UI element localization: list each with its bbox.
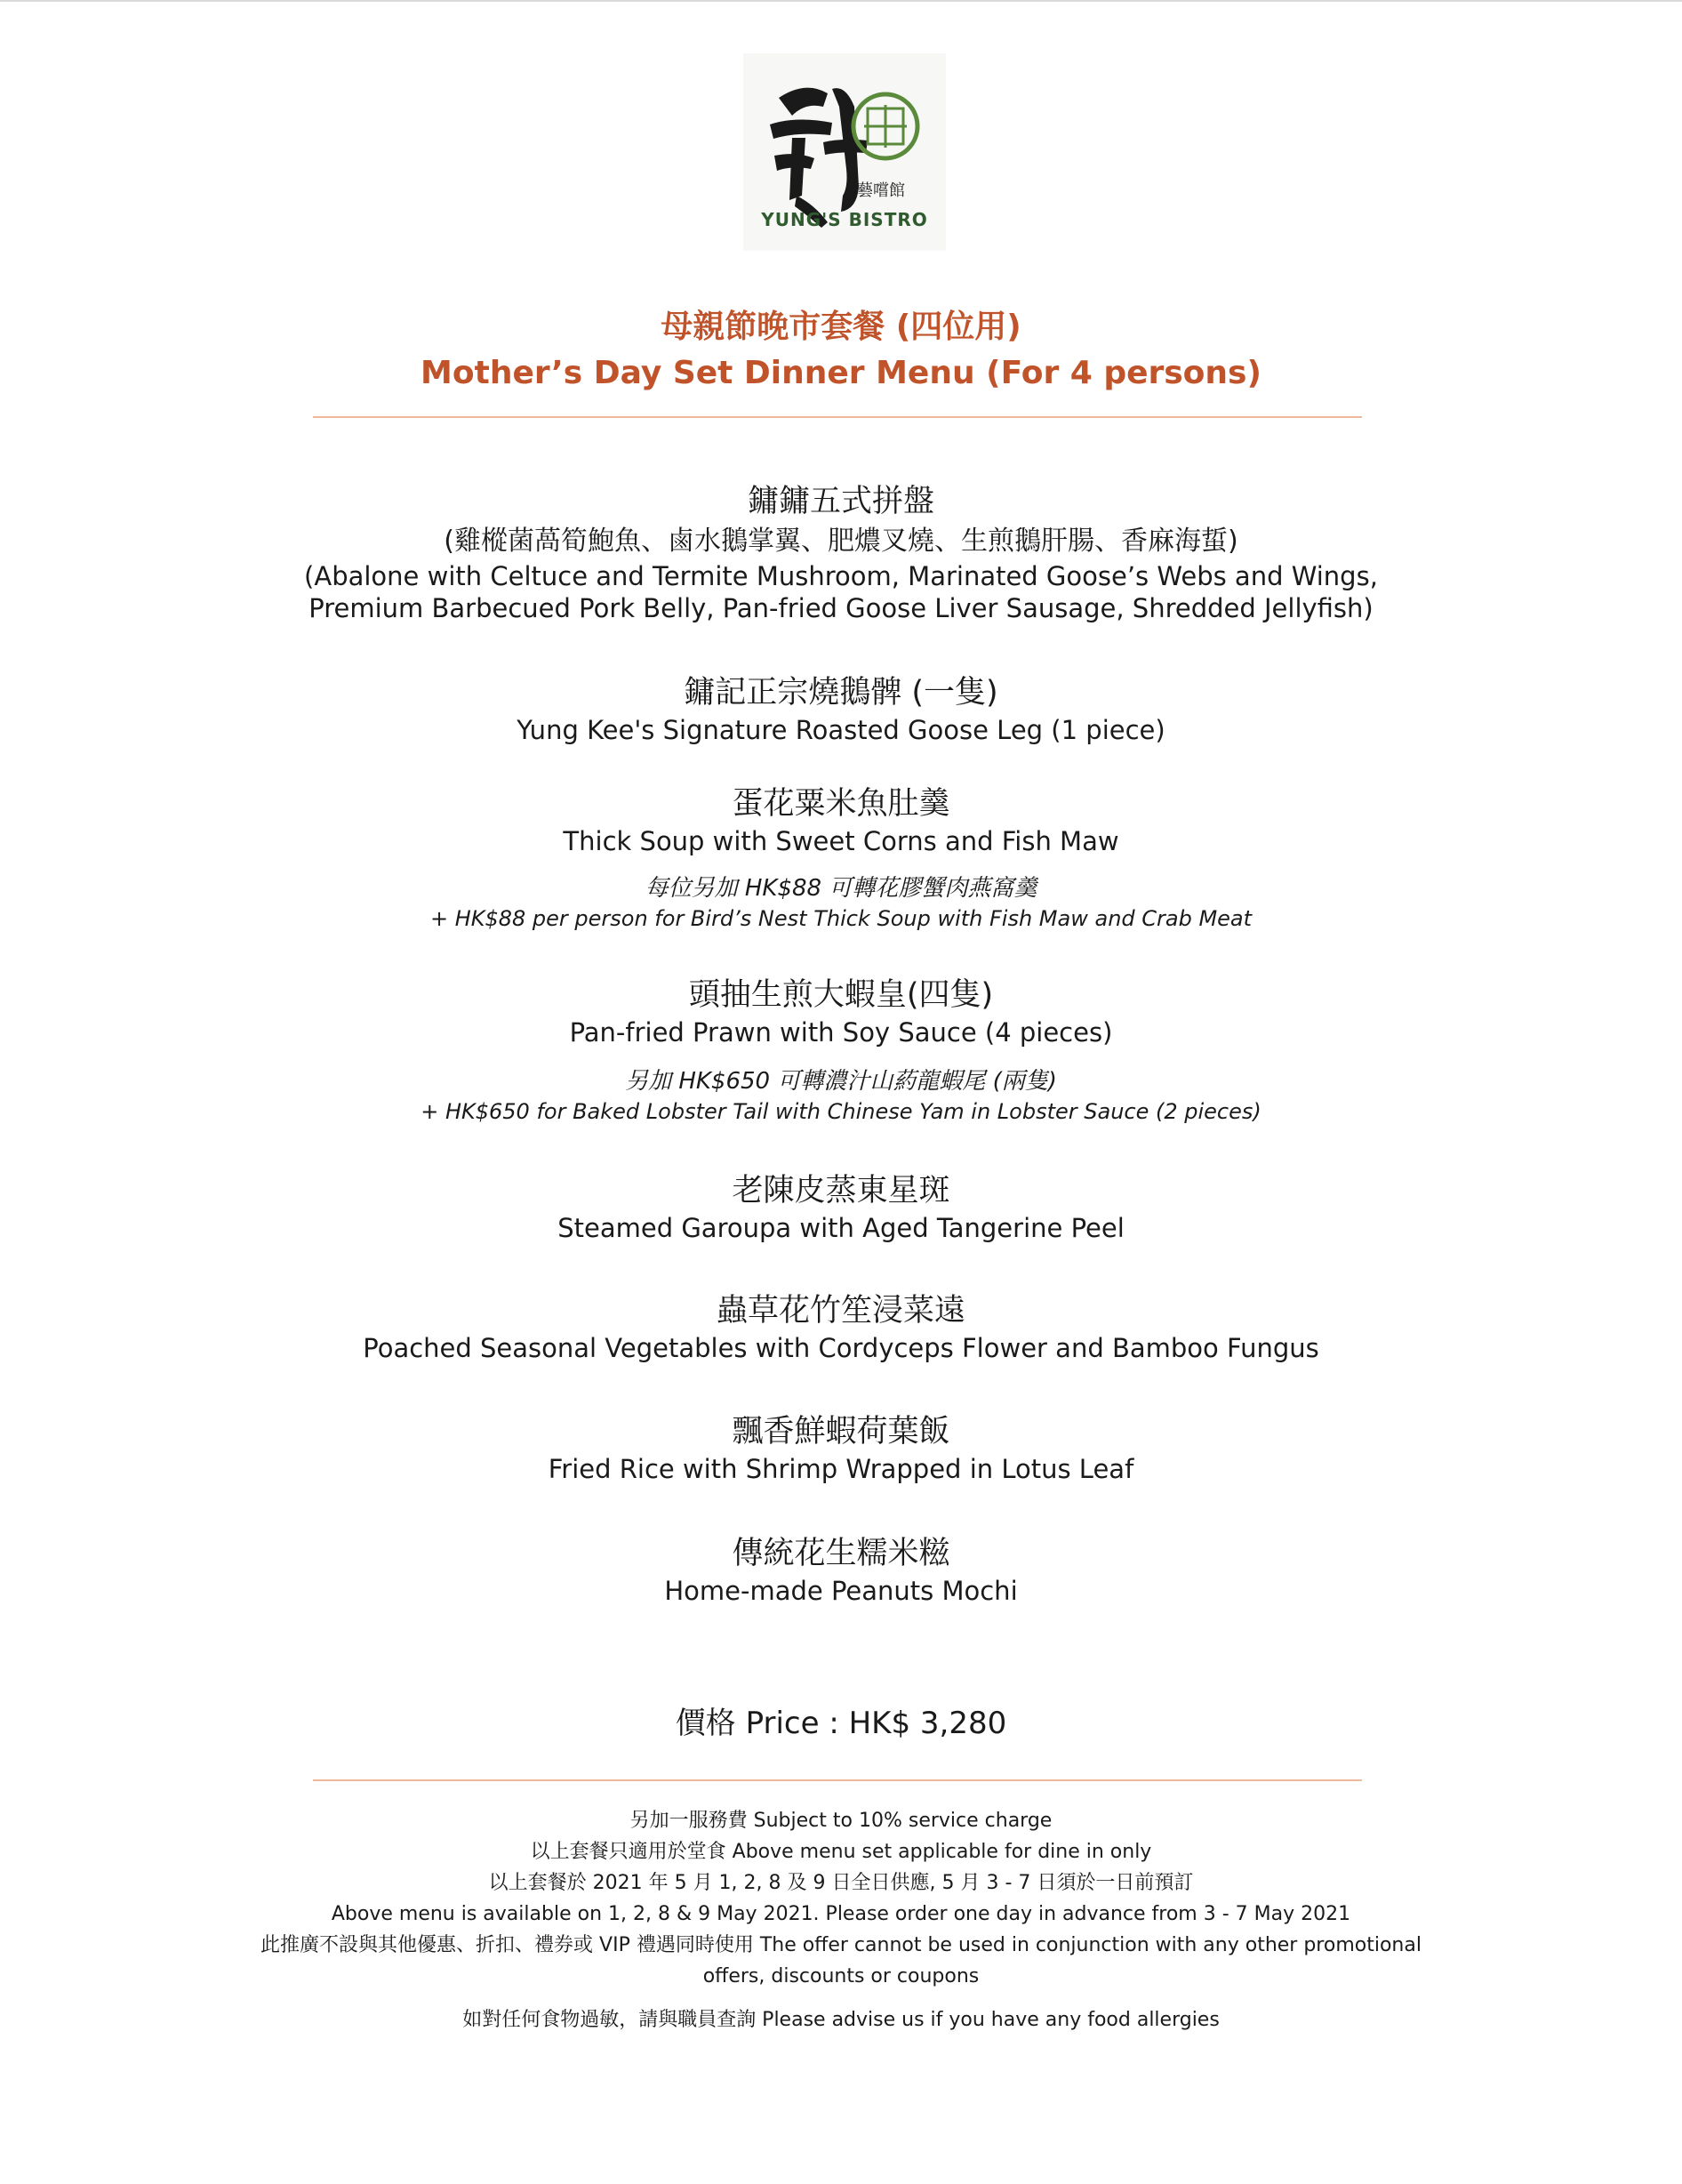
addon-en: + HK$650 for Baked Lobster Tail with Chinese Yam in Lobster Sauce (2 pieces) <box>420 1099 1262 1124</box>
note-allergy: 如對任何食物過敏，請與職員查詢 Please advise us if you have any food allergies <box>462 2009 1220 2031</box>
course-item <box>0 480 1682 624</box>
course-name-en: Fried Rice with Shrimp Wrapped in Lotus Leaf <box>548 1454 1134 1484</box>
set-price: 價格 Price : HK$ 3,280 <box>675 1706 1007 1741</box>
course-name-en: Home-made Peanuts Mochi <box>664 1576 1018 1606</box>
price-divider <box>313 1779 1362 1781</box>
course-name-cn: 傳統花生糯米糍 <box>732 1536 950 1571</box>
logo-chinese-name: 藝嚐館 <box>857 181 905 200</box>
course-name-en: Premium Barbecued Pork Belly, Pan-fried Goose Liver Sausage, Shredded Jellyfish) <box>308 593 1374 623</box>
course-name-cn: 頭抽生煎大蝦皇(四隻) <box>688 977 994 1013</box>
logo-english-name: YUNG'S BISTRO <box>761 209 928 230</box>
course-name-en: Pan-fried Prawn with Soy Sauce (4 pieces) <box>569 1017 1113 1048</box>
course-name-en: (Abalone with Celtuce and Termite Mushroom, Marinated Goose’s Webs and Wings, <box>304 561 1378 591</box>
course-name-en: Steamed Garoupa with Aged Tangerine Peel <box>557 1213 1125 1243</box>
course-item <box>0 1532 1682 1607</box>
course-name-en: Thick Soup with Sweet Corns and Fish Maw <box>563 826 1119 856</box>
course-name-cn: 鏞記正宗燒鵝髀 (一隻) <box>684 675 998 711</box>
course-detail-cn: (雞樅菌萵筍鮑魚、鹵水鵝掌翼、肥燶叉燒、生煎鵝肝腸、香麻海蜇) <box>444 526 1238 557</box>
addon-cn: 每位另加 HK$88 可轉花膠蟹肉燕窩羹 <box>645 875 1037 902</box>
note-availability-en: Above menu is available on 1, 2, 8 & 9 May 2021. Please order one day in advance from 3 - 7 May 2021 <box>331 1903 1351 1925</box>
title-chinese: 母親節晚市套餐 (四位用) <box>661 309 1021 345</box>
course-item <box>0 671 1682 746</box>
course-name-cn: 飄香鮮蝦荷葉飯 <box>732 1414 950 1449</box>
course-name-cn: 蟲草花竹笙浸菜遠 <box>716 1293 965 1329</box>
top-border <box>0 0 1682 2</box>
addon-cn: 另加 HK$650 可轉濃汁山葯龍蝦尾 (兩隻) <box>625 1068 1057 1095</box>
terms-notes <box>0 1805 1682 2035</box>
note-promotion: 此推廣不設與其他優惠、折扣、禮券或 VIP 禮遇同時使用 The offer cannot be used in conjunction with any other promotional <box>260 1934 1422 1956</box>
menu-title <box>0 304 1682 397</box>
course-name-en: Poached Seasonal Vegetables with Cordyceps Flower and Bamboo Fungus <box>363 1333 1319 1363</box>
course-name-cn: 老陳皮蒸東星斑 <box>732 1173 950 1208</box>
course-item <box>0 783 1682 934</box>
note-dine-in: 以上套餐只適用於堂食 Above menu set applicable for dine in only <box>530 1841 1152 1863</box>
title-english: Mother’s Day Set Dinner Menu (For 4 persons) <box>420 355 1262 391</box>
note-promotion-cont: offers, discounts or coupons <box>702 1965 980 1987</box>
course-item <box>0 1410 1682 1485</box>
course-name-cn: 鏞鏞五式拼盤 <box>747 484 934 519</box>
note-service-charge: 另加一服務費 Subject to 10% service charge <box>629 1810 1053 1832</box>
restaurant-logo <box>743 53 946 251</box>
title-divider <box>313 416 1362 418</box>
course-name-cn: 蛋花粟米魚肚羹 <box>732 786 950 822</box>
course-item <box>0 1289 1682 1364</box>
course-item <box>0 974 1682 1127</box>
course-name-en: Yung Kee's Signature Roasted Goose Leg (1 piece) <box>517 715 1165 745</box>
addon-en: + HK$88 per person for Bird’s Nest Thick Soup with Fish Maw and Crab Meat <box>429 906 1253 931</box>
note-availability-cn: 以上套餐於 2021 年 5 月 1, 2, 8 及 9 日全日供應, 5 月 3 - 7 日須於一日前預訂 <box>488 1872 1194 1894</box>
course-item <box>0 1169 1682 1244</box>
